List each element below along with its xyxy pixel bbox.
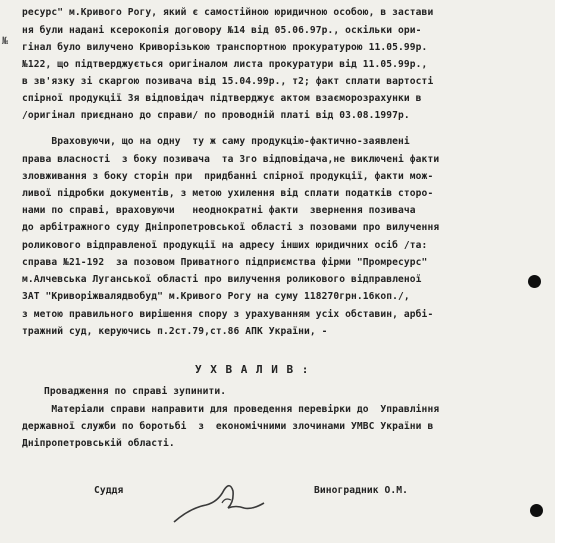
- text-line-3: гінал було вилучено Криворізькою транспортною прокуратурою 11.05.99р.: [22, 42, 428, 53]
- resolution-line-1: Провадження по справі зупинити.: [44, 386, 227, 397]
- text-line-9: права власності з боку позивача та 3го відповідача,не виключені факти: [22, 154, 440, 165]
- text-line-13: до арбітражного суду Дніпропетровської області з позовами про вилучення: [22, 222, 440, 233]
- text-line-5: в зв'язку зі скаргою позивача від 15.04.99р., т2; факт сплати вартості: [22, 76, 434, 87]
- text-line-19: тражний суд, керуючись п.2ст.79,ст.86 АПК України, -: [22, 326, 328, 337]
- resolution-heading: У Х В А Л И В :: [195, 363, 310, 376]
- text-line-18: з метою правильного вирішення спору з урахуванням усіх обставин, арбі-: [22, 309, 434, 320]
- text-line-8: Враховуючи, що на одну ту ж саму продукцію-фактично-заявлені: [22, 136, 410, 147]
- text-line-7: /оригінал приєднано до справи/ по проводній платі від 03.08.1997р.: [22, 110, 410, 121]
- text-line-1: ресурс" м.Кривого Рогу, який є самостійною юридичною особою, в застави: [22, 7, 434, 18]
- text-line-6: спірної продукції 3я відповідач підтверджує актом взаєморозрахунки в: [22, 93, 422, 104]
- text-line-2: ня були надані ксерокопія договору №14 від 05.06.97р., оскільки ори-: [22, 25, 422, 36]
- handwritten-signature: [168, 475, 278, 530]
- text-line-12: нами по справі, враховуючи неоднократні факти звернення позивача: [22, 205, 416, 216]
- margin-mark: №: [2, 36, 9, 47]
- text-line-14: роликового відправленої продукції на адресу інших юридичних осіб /та:: [22, 240, 428, 251]
- page-edge: [555, 0, 563, 543]
- punch-hole-top: [528, 275, 541, 288]
- text-line-17: ЗАТ "Криворіжвалядвобуд" м.Кривого Рогу на суму 118270грн.16коп./,: [22, 291, 410, 302]
- signature-role: Суддя: [94, 485, 124, 496]
- text-line-15: справа №21-192 за позовом Приватного підприємства фірми "Промресурс": [22, 257, 428, 268]
- text-line-16: м.Алчевська Луганської області про вилучення роликового відправленої: [22, 274, 422, 285]
- text-line-4: №122, що підтверджується оригіналом листа прокуратури від 11.05.99р.,: [22, 59, 428, 70]
- resolution-line-3: державної служби по боротьбі з економічними злочинами УМВС України в: [22, 421, 434, 432]
- resolution-line-4: Дніпропетровській області.: [22, 438, 175, 449]
- text-line-11: ливої підробки документів, з метою ухилення від сплати податків сторо-: [22, 188, 434, 199]
- text-line-10: зловживання з боку сторін при придбанні спірної продукції, факти мож-: [22, 171, 434, 182]
- punch-hole-bottom: [530, 504, 543, 517]
- signature-name: Виноградник О.М.: [314, 485, 409, 496]
- resolution-line-2: Матеріали справи направити для проведення перевірки до Управління: [22, 404, 440, 415]
